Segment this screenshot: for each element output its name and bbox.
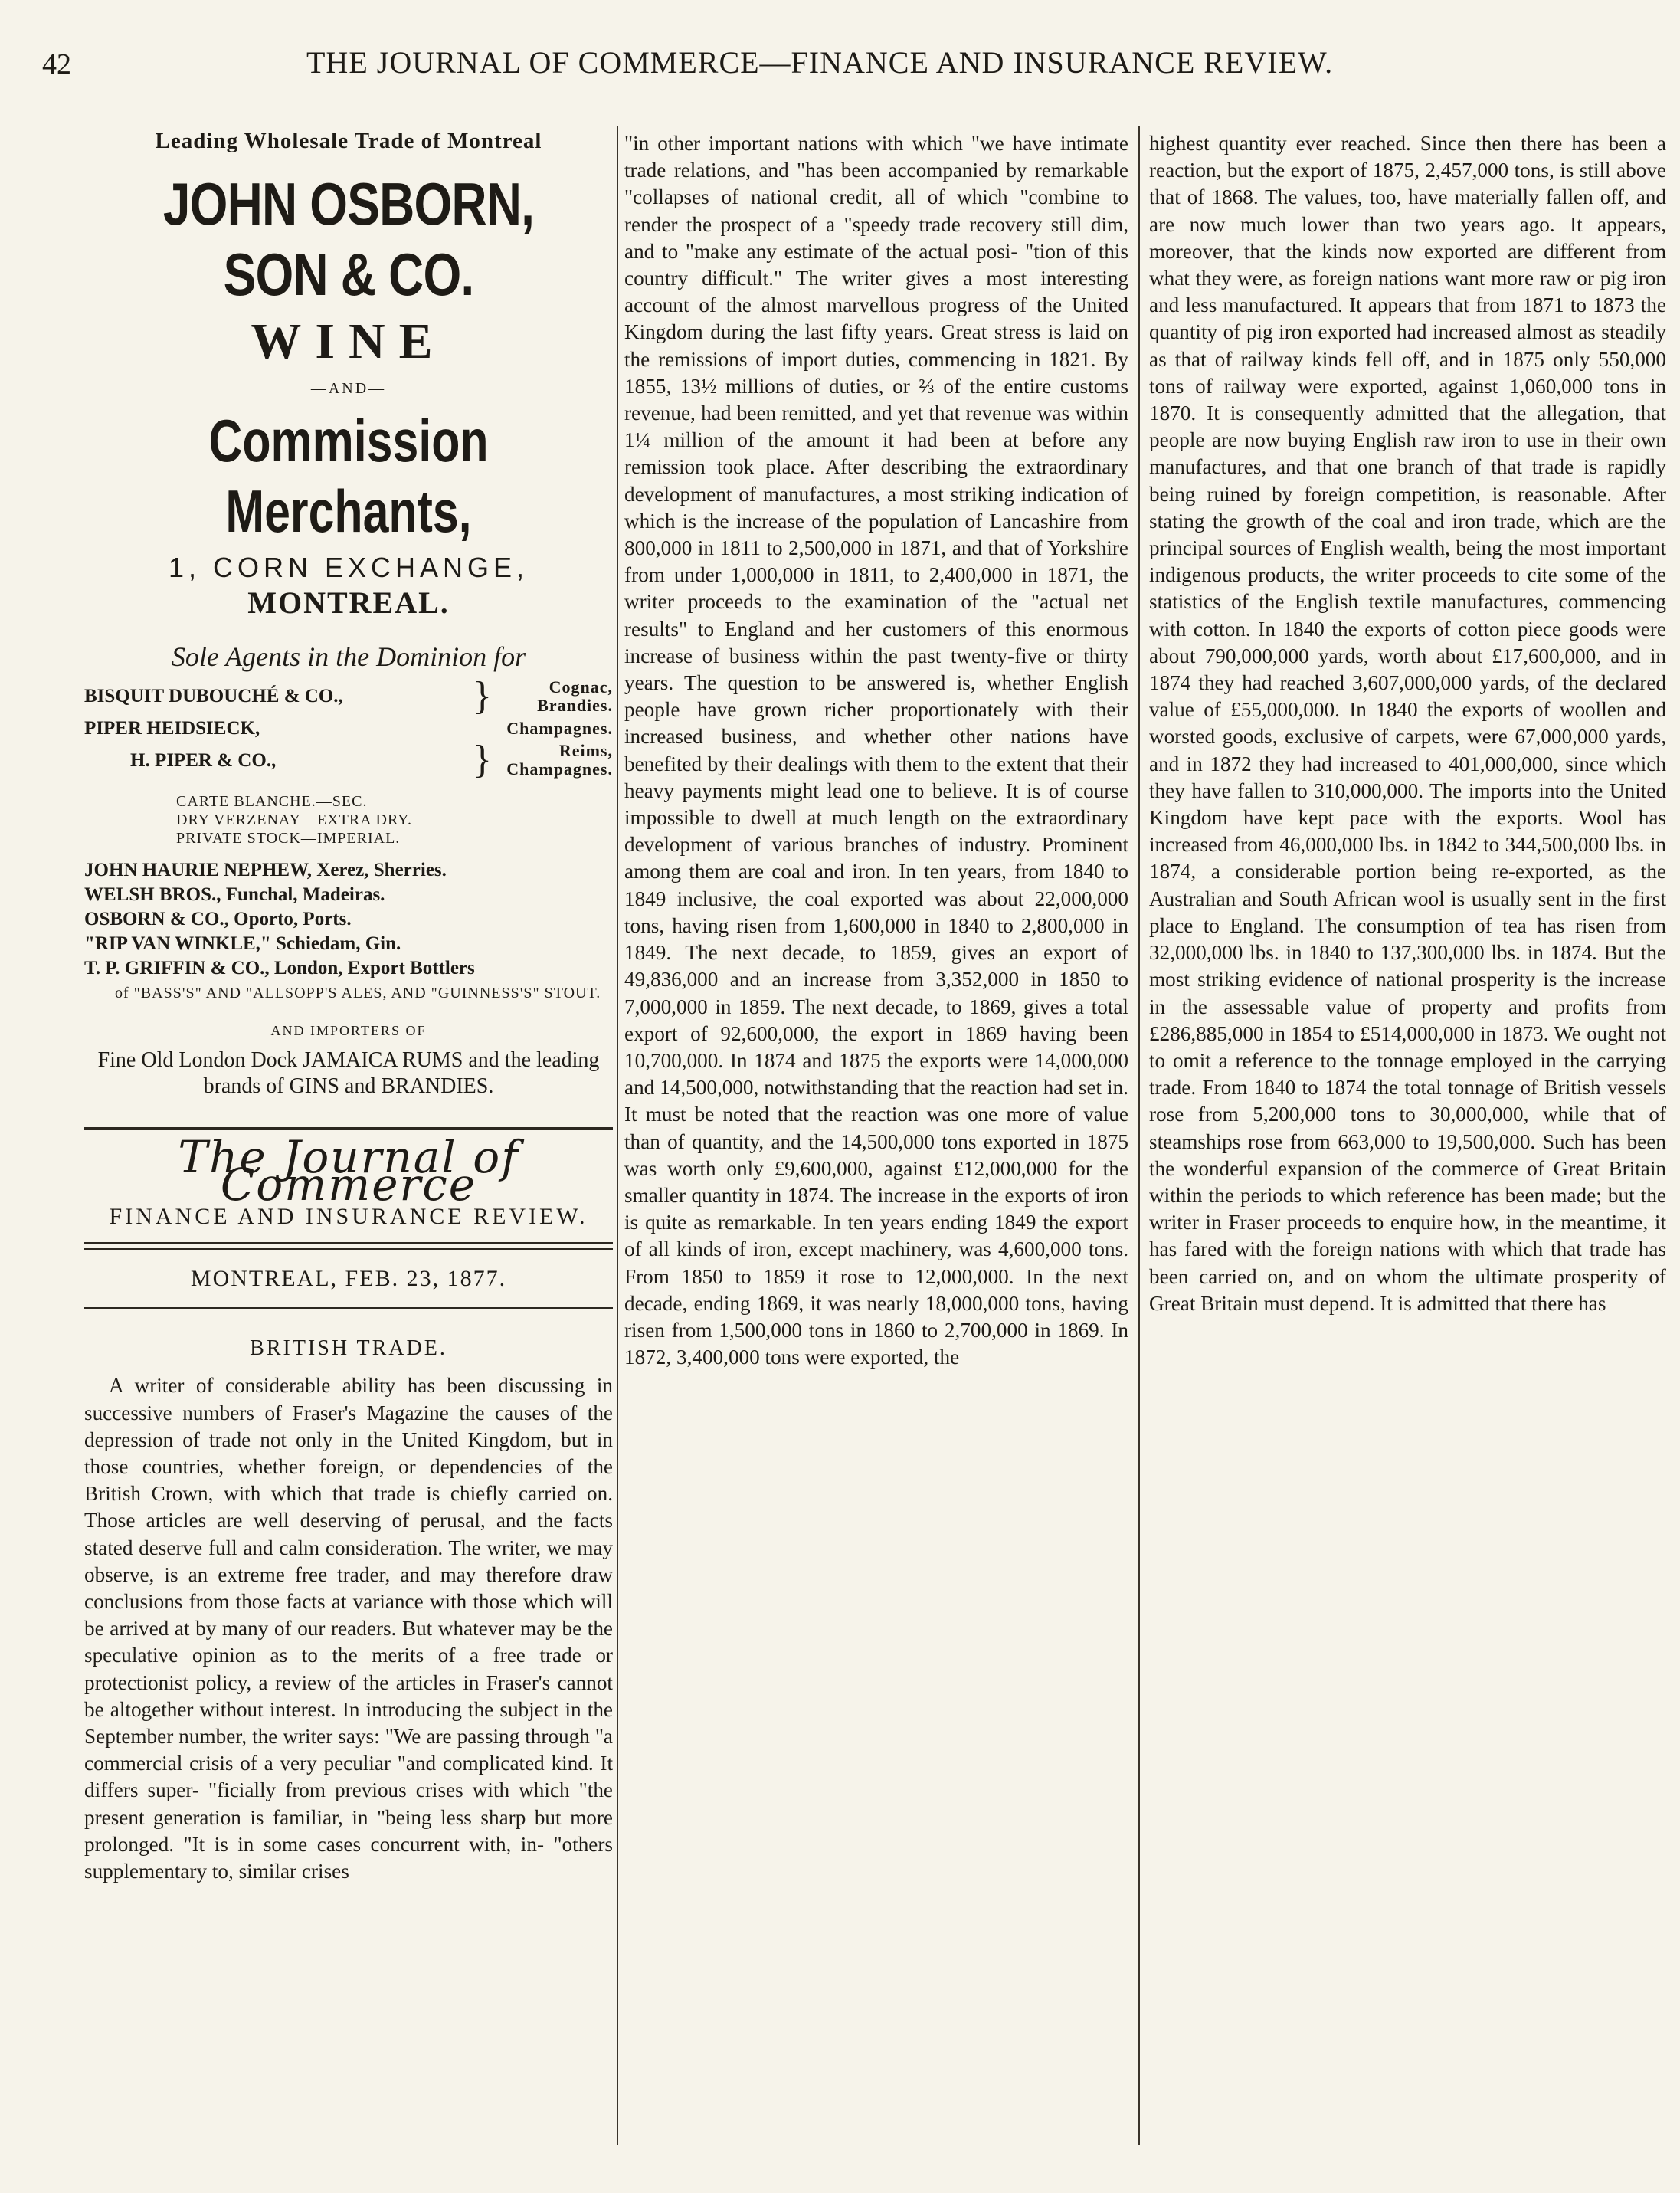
ad-address: 1, CORN EXCHANGE, (168, 552, 529, 584)
column-rule (1138, 126, 1140, 2145)
ad-city: MONTREAL. (247, 585, 450, 620)
divider (84, 1127, 613, 1130)
importer-item: T. P. GRIFFIN & CO., London, Export Bottlers (84, 958, 475, 979)
agent-row (84, 738, 613, 782)
brand-item: CARTE BLANCHE.—SEC. (176, 793, 368, 811)
page-number: 42 (42, 48, 71, 80)
ad-fine-line: Fine Old London Dock JAMAICA RUMS and the leading brands of GINS and BRANDIES. (97, 1048, 600, 1099)
importer-sub: of "BASS'S" AND "ALLSOPP'S ALES, AND "GUINNESS'S" STOUT. (115, 985, 601, 1002)
left-column (84, 126, 613, 1885)
ad-wine: WINE (251, 313, 447, 370)
agent-firm: PIPER HEIDSIECK, (84, 718, 260, 739)
divider (84, 1248, 613, 1250)
masthead (84, 1127, 613, 1309)
importer-list (84, 858, 613, 1005)
divider (84, 1307, 613, 1309)
agent-firm: BISQUIT DUBOUCHÉ & CO., (84, 686, 343, 707)
issue-date: MONTREAL, FEB. 23, 1877. (190, 1266, 507, 1292)
importer-item: JOHN HAURIE NEPHEW, Xerez, Sherries. (84, 860, 447, 881)
brand-item: PRIVATE STOCK—IMPERIAL. (176, 830, 401, 847)
importer-item: WELSH BROS., Funchal, Madeiras. (84, 884, 385, 906)
middle-column (624, 130, 1128, 1371)
agent-firm: H. PIPER & CO., (130, 749, 277, 771)
importer-item: "RIP VAN WINKLE," Schiedam, Gin. (84, 933, 401, 955)
article-text-col1: A writer of considerable ability has been discussing in successive numbers of Fraser's Magazine the causes of the depression of trade not only in the United Kingdom, but in those countries, whether foreign, or dependencies of the British Crown, with which that trade is chiefly carried on. Those articles are well deserving of perusal, and the facts stated deserve full and calm consideration. The writer, we may observe, is an extreme free trader, and may therefore draw conclusions from those facts at variance with those which will be arrived at by many of our readers. But whatever may be the speculative opinion as to the merits of a free trade or protectionist policy, a review of the articles in Fraser's cannot be altogether without interest. In introducing the subject in the September number, the writer says: "We are passing through "a commercial crisis of a very peculiar "and complicated kind. It differs super- "ficially from previous crises with which "the present generation is familiar, in "being less sharp but more prolonged. "It is in some cases concurrent with, in- "others supplementary to, similar crises (84, 1374, 613, 1883)
brace: } (473, 674, 492, 719)
wine-advertisement (84, 128, 613, 1100)
article-title: BRITISH TRADE. (250, 1336, 447, 1361)
column-rule (617, 126, 618, 2145)
article-text-col2: "in other important nations with which "we have intimate trade relations, and "has been accompanied by remarkable "collapses of national credit, all of which "combine to render the prospect of a "speedy trade recovery still dim, and to "make any estimate of the actual posi- "tion of this country difficult." The writer gives a most interesting account of the almost marvellous progress of the United Kingdom during the last fifty years. Great stress is laid on the remissions of import duties, commencing in 1821. By 1855, 13½ millions of duties, or ⅔ of the entire customs revenue, had been remitted, and yet that revenue was within 1¼ million of the amount it had been at before any remission took place. After describing the extraordinary development of manufactures, a most striking indication of which is the increase of the population of Lancashire from 800,000 in 1811 to 2,500,000 in 1871, and that of Yorkshire from under 1,000,000 in 1811, to 2,400,000 in 1871, the writer proceeds to the examination of the "actual net results" to England and her customers of this enormous increase of business within the past twenty-five or thirty years. The question to be answered is, whether English people have grown richer proportionately with their increased business, and whether other nations have benefited by their dealings with them to the extent that their heavy payments might lead one to believe. It is of course impossible to dwell at much length on the extraordinary development of various branches of industry. Prominent among them are coal and iron. In ten years, from 1840 to 1849 inclusive, the coal exported was about 22,000,000 tons, having risen from 1,600,000 in 1840 to 2,800,000 in 1849. The next decade, to 1859, gives an export of 49,836,000 and an increase from 3,352,000 in 1850 to 7,000,000 in 1859. The next decade, to 1869, gives a total export of 92,600,000, the export in 1869 having been 10,700,000. In 1874 and 1875 the exports were 14,000,000 and 14,500,000, notwithstanding that the reaction had set in. It must be noted that the reaction was one more of value than of quantity, and the 14,500,000 tons exported in 1875 was worth only £9,600,000, against £12,000,000 for the smaller quantity in 1874. The increase in the exports of iron is quite as remarkable. In ten years ending 1849 the export of all kinds of iron, except machinery, was 4,600,000 tons. From 1850 to 1859 it rose to 12,000,000. In the next decade, ending 1869, it was nearly 18,000,000 tons, having risen from 1,500,000 tons in 1860 to 2,700,000 in 1869. In 1872, 3,400,000 tons were exported, the (624, 132, 1128, 1369)
brand-list (176, 792, 613, 847)
ad-commission: Commission Merchants, (208, 407, 489, 546)
brace: } (473, 738, 492, 782)
journal-subtitle: FINANCE AND INSURANCE REVIEW. (109, 1203, 588, 1229)
agent-row (84, 715, 613, 742)
ad-lead: Leading Wholesale Trade of Montreal (155, 129, 542, 153)
running-title: THE JOURNAL OF COMMERCE—FINANCE AND INSURANCE REVIEW. (306, 45, 1334, 80)
journal-title: The Journal of Commerce (178, 1131, 519, 1211)
importer-item: OSBORN & CO., Oporto, Ports. (84, 909, 352, 930)
agent-row (84, 674, 613, 719)
agent-product: Reims, Champagnes. (506, 741, 613, 779)
ad-importers-of: AND IMPORTERS OF (270, 1023, 427, 1039)
brand-item: DRY VERZENAY—EXTRA DRY. (176, 811, 413, 829)
article-text-col3: highest quantity ever reached. Since then there has been a reaction, but the export of 1875, 2,457,000 tons, is still above that of 1868. The values, too, have materially fallen off, and are now much lower than two years ago. It appears, moreover, that the kinds now exported are different from what they were, as foreign nations want more raw or pig iron and less manufactured. It appears that from 1871 to 1873 the quantity of pig iron exported had increased almost as steadily as that of railway kinds fell off, and in 1875 only 550,000 tons of railway were exported, against 1,060,000 tons in 1870. It is consequently admitted that the allegation, that people are now buying English raw iron to use in their own manufactures, and that one branch of that trade is rapidly being ruined by foreign competition, is reasonable. After stating the growth of the coal and iron trade, which are the principal sources of English wealth, being the most important indigenous products, the writer proceeds to cite some of the statistics of the English textile manufactures, commencing with cotton. In 1840 the exports of cotton piece goods were about 790,000,000 yards, worth about £17,600,000, and in 1874 they had reached 3,607,000,000 yards, of the declared value of £55,000,000. In 1840 the exports of woollen and worsted goods, exclusive of carpets, were 67,000,000 yards, and in 1872 they had increased to 401,000,000, since which they have fallen to 310,000,000. The imports into the United Kingdom have kept pace with the exports. Wool has increased from 46,000,000 lbs. in 1842 to 344,500,000 lbs. in 1874, a considerable portion being re-exported, as the Australian and South African wool is usually sent in the first place to England. The consumption of tea has risen from 32,000,000 lbs. in 1840 to 137,300,000 lbs. in 1874. But the most striking evidence of national prosperity is the increase in the assessable value of property and profits from £286,885,000 in 1854 to £514,000,000 in 1873. We ought not to omit a reference to the tonnage employed in the carrying trade. From 1840 to 1874 the total tonnage of British vessels rose from 5,200,000 tons to 30,000,000, while that of steamships rose from 663,000 to 19,500,000. Such has been the wonderful expansion of the commerce of Great Britain within the periods to which reference has been made; but the writer in Fraser proceeds to enquire how, in the meantime, it has fared with the foreign nations with which that trade has been carried on, and on whom the ultimate prosperity of Great Britain must depend. It is admitted that there has (1149, 132, 1666, 1315)
right-column (1149, 130, 1666, 1317)
ad-firm-name: JOHN OSBORN, SON & CO. (162, 170, 535, 309)
agent-product: Champagnes. (506, 718, 613, 738)
ad-sole-agents: Sole Agents in the Dominion for (171, 641, 526, 672)
agent-product: Cognac, Brandies. (537, 677, 613, 716)
ad-and: —AND— (310, 380, 387, 398)
divider (84, 1242, 613, 1244)
